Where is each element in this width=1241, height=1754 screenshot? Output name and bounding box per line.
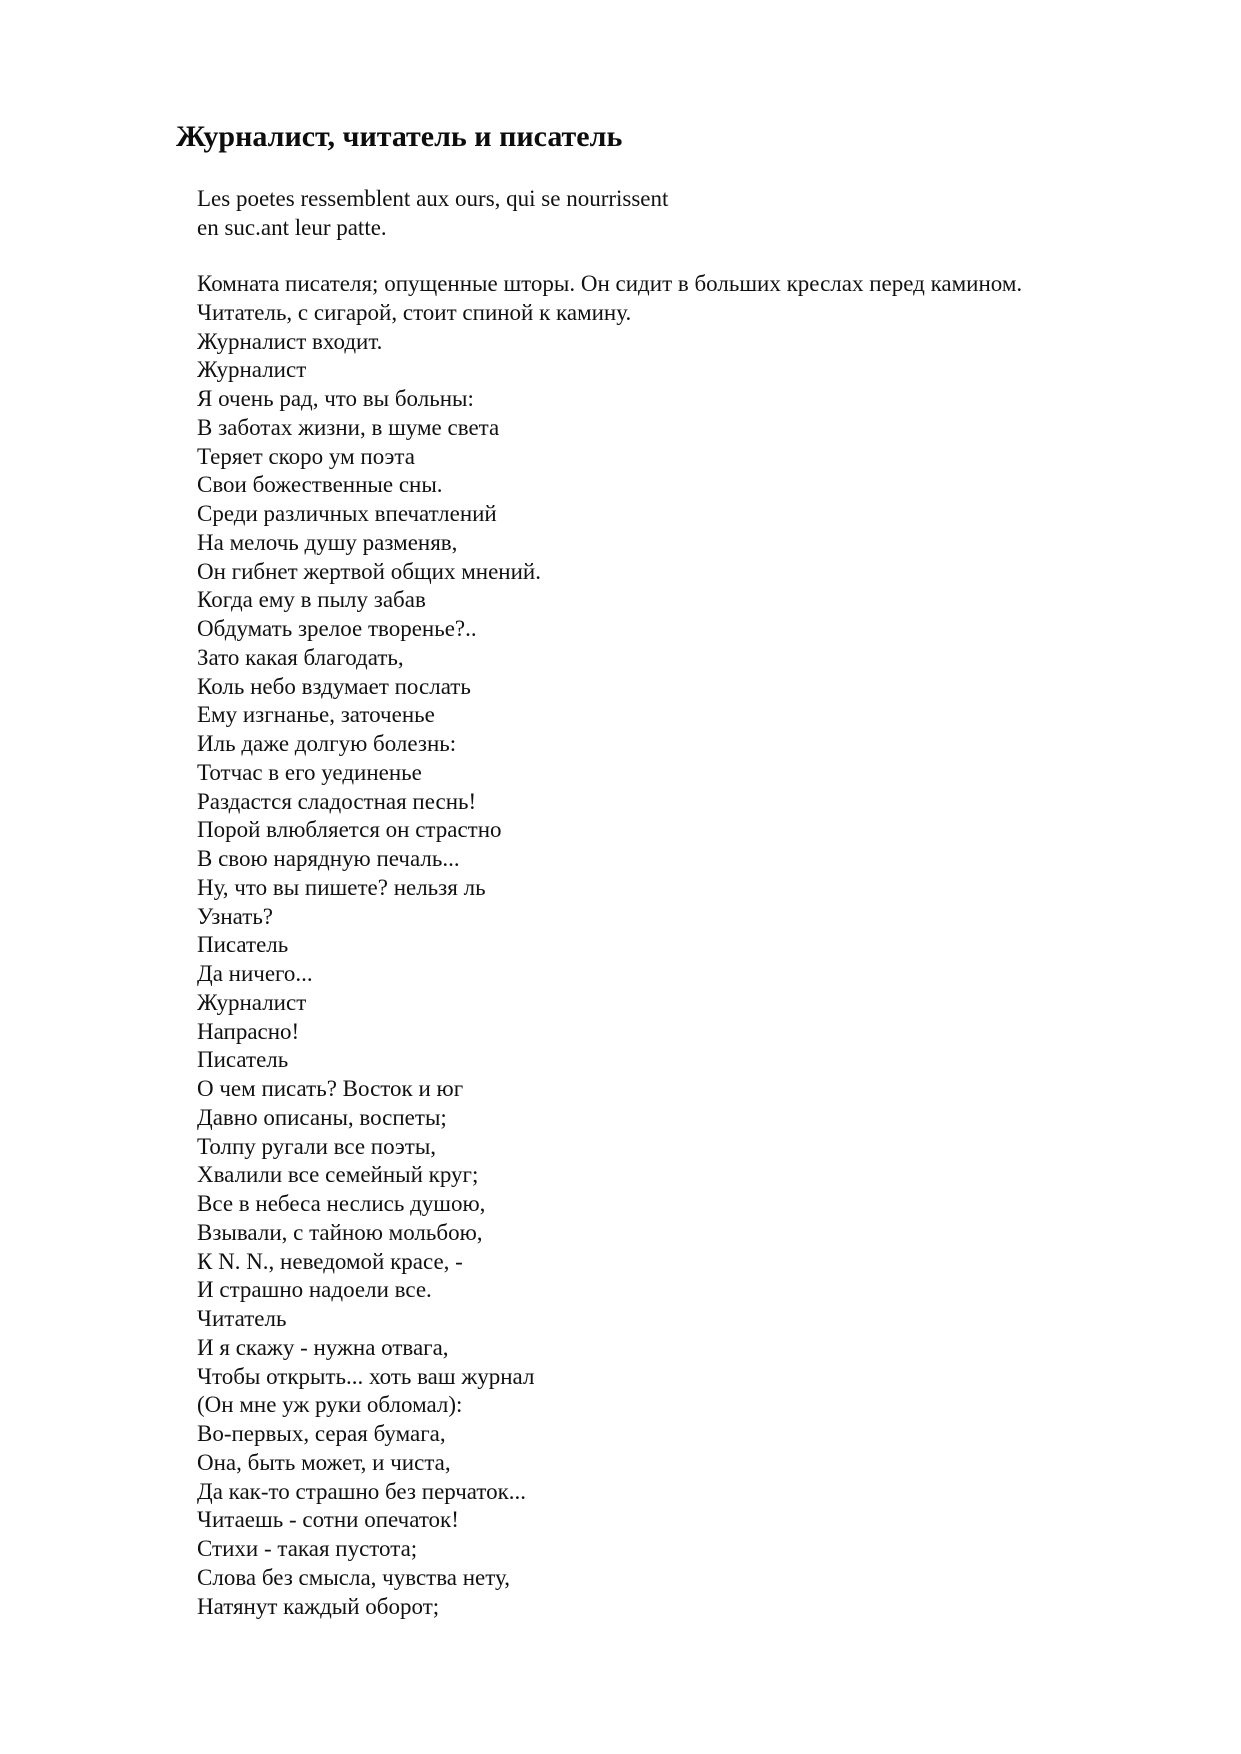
verse-line: Обдумать зрелое творенье?.. — [197, 616, 477, 641]
speaker-name: Писатель — [197, 1047, 289, 1073]
speaker-name: Журналист — [197, 357, 307, 383]
verse-line: Натянут каждый оборот; — [197, 1593, 440, 1619]
epigraph-line: en suc.ant leur patte. — [197, 214, 387, 240]
speaker-name: Журналист — [197, 989, 307, 1015]
verse-line: Ему изгнанье, заточенье — [197, 702, 435, 728]
stage-direction-line: Читатель, с сигарой, стоит спиной к камину. — [197, 299, 632, 325]
verse-line: Слова без смысла, чувства нету, — [197, 1564, 510, 1590]
verse-line: В заботах жизни, в шуме света — [197, 414, 500, 440]
speaker-name: Писатель — [197, 932, 289, 958]
verse-line: Ну, что вы пишете? нельзя ль — [197, 874, 486, 900]
verse-line: В свою нарядную печаль... — [197, 846, 460, 871]
verse-line: На мелочь душу разменяв, — [197, 529, 458, 555]
verse-line: Теряет скоро ум поэта — [197, 443, 415, 469]
speaker-name: Читатель — [197, 1306, 287, 1331]
verse-line: Хвалили все семейный круг; — [197, 1162, 479, 1188]
stage-direction-line: Комната писателя; опущенные шторы. Он сидит в больших креслах перед камином. — [197, 271, 1023, 296]
verse-line: Я очень рад, что вы больны: — [197, 386, 474, 411]
verse-line: И страшно надоели все. — [197, 1277, 432, 1303]
verse-line: И я скажу - нужна отвага, — [197, 1334, 449, 1360]
epigraph-line: Les poetes ressemblent aux ours, qui se nourrissent — [197, 186, 669, 211]
verse-line: Иль даже долгую болезнь: — [197, 731, 457, 756]
verse-line: Читаешь - сотни опечаток! — [197, 1507, 459, 1533]
verse-line: Тотчас в его уединенье — [197, 759, 422, 785]
epigraph — [197, 185, 668, 242]
verse-line: Она, быть может, и чиста, — [197, 1449, 451, 1475]
document-title: Журналист, читатель и писатель — [176, 120, 623, 153]
verse-line: Все в небеса неслись душою, — [197, 1191, 486, 1216]
verse-line: Порой влюбляется он страстно — [197, 817, 502, 843]
stage-direction-line: Журналист входит. — [197, 328, 383, 354]
verse-line: Да ничего... — [197, 961, 313, 986]
verse-line: Взывали, с тайною мольбою, — [197, 1219, 483, 1245]
verse-line: Напрасно! — [197, 1018, 300, 1044]
verse-line: Давно описаны, воспеты; — [197, 1104, 447, 1130]
verse-line: К N. N., неведомой красе, - — [197, 1248, 463, 1274]
verse-line: Толпу ругали все поэты, — [197, 1133, 437, 1159]
verse-line: Во-первых, серая бумага, — [197, 1421, 446, 1446]
verse-line: Свои божественные сны. — [197, 472, 443, 498]
verse-line: Узнать? — [197, 903, 274, 929]
verse-line: (Он мне уж руки обломал): — [197, 1392, 463, 1418]
poem-body — [197, 270, 1022, 1621]
verse-line: Да как-то страшно без перчаток... — [197, 1478, 527, 1504]
verse-line: Он гибнет жертвой общих мнений. — [197, 558, 541, 584]
verse-line: Раздастся сладостная песнь! — [197, 788, 477, 814]
verse-line: Среди различных впечатлений — [197, 501, 497, 526]
verse-line: Коль небо вздумает послать — [197, 673, 471, 699]
verse-line: Когда ему в пылу забав — [197, 587, 426, 613]
verse-line: Зато какая благодать, — [197, 644, 404, 670]
verse-line: О чем писать? Восток и юг — [197, 1076, 464, 1101]
verse-line: Чтобы открыть... хоть ваш журнал — [197, 1363, 535, 1389]
verse-line: Стихи - такая пустота; — [197, 1536, 418, 1561]
